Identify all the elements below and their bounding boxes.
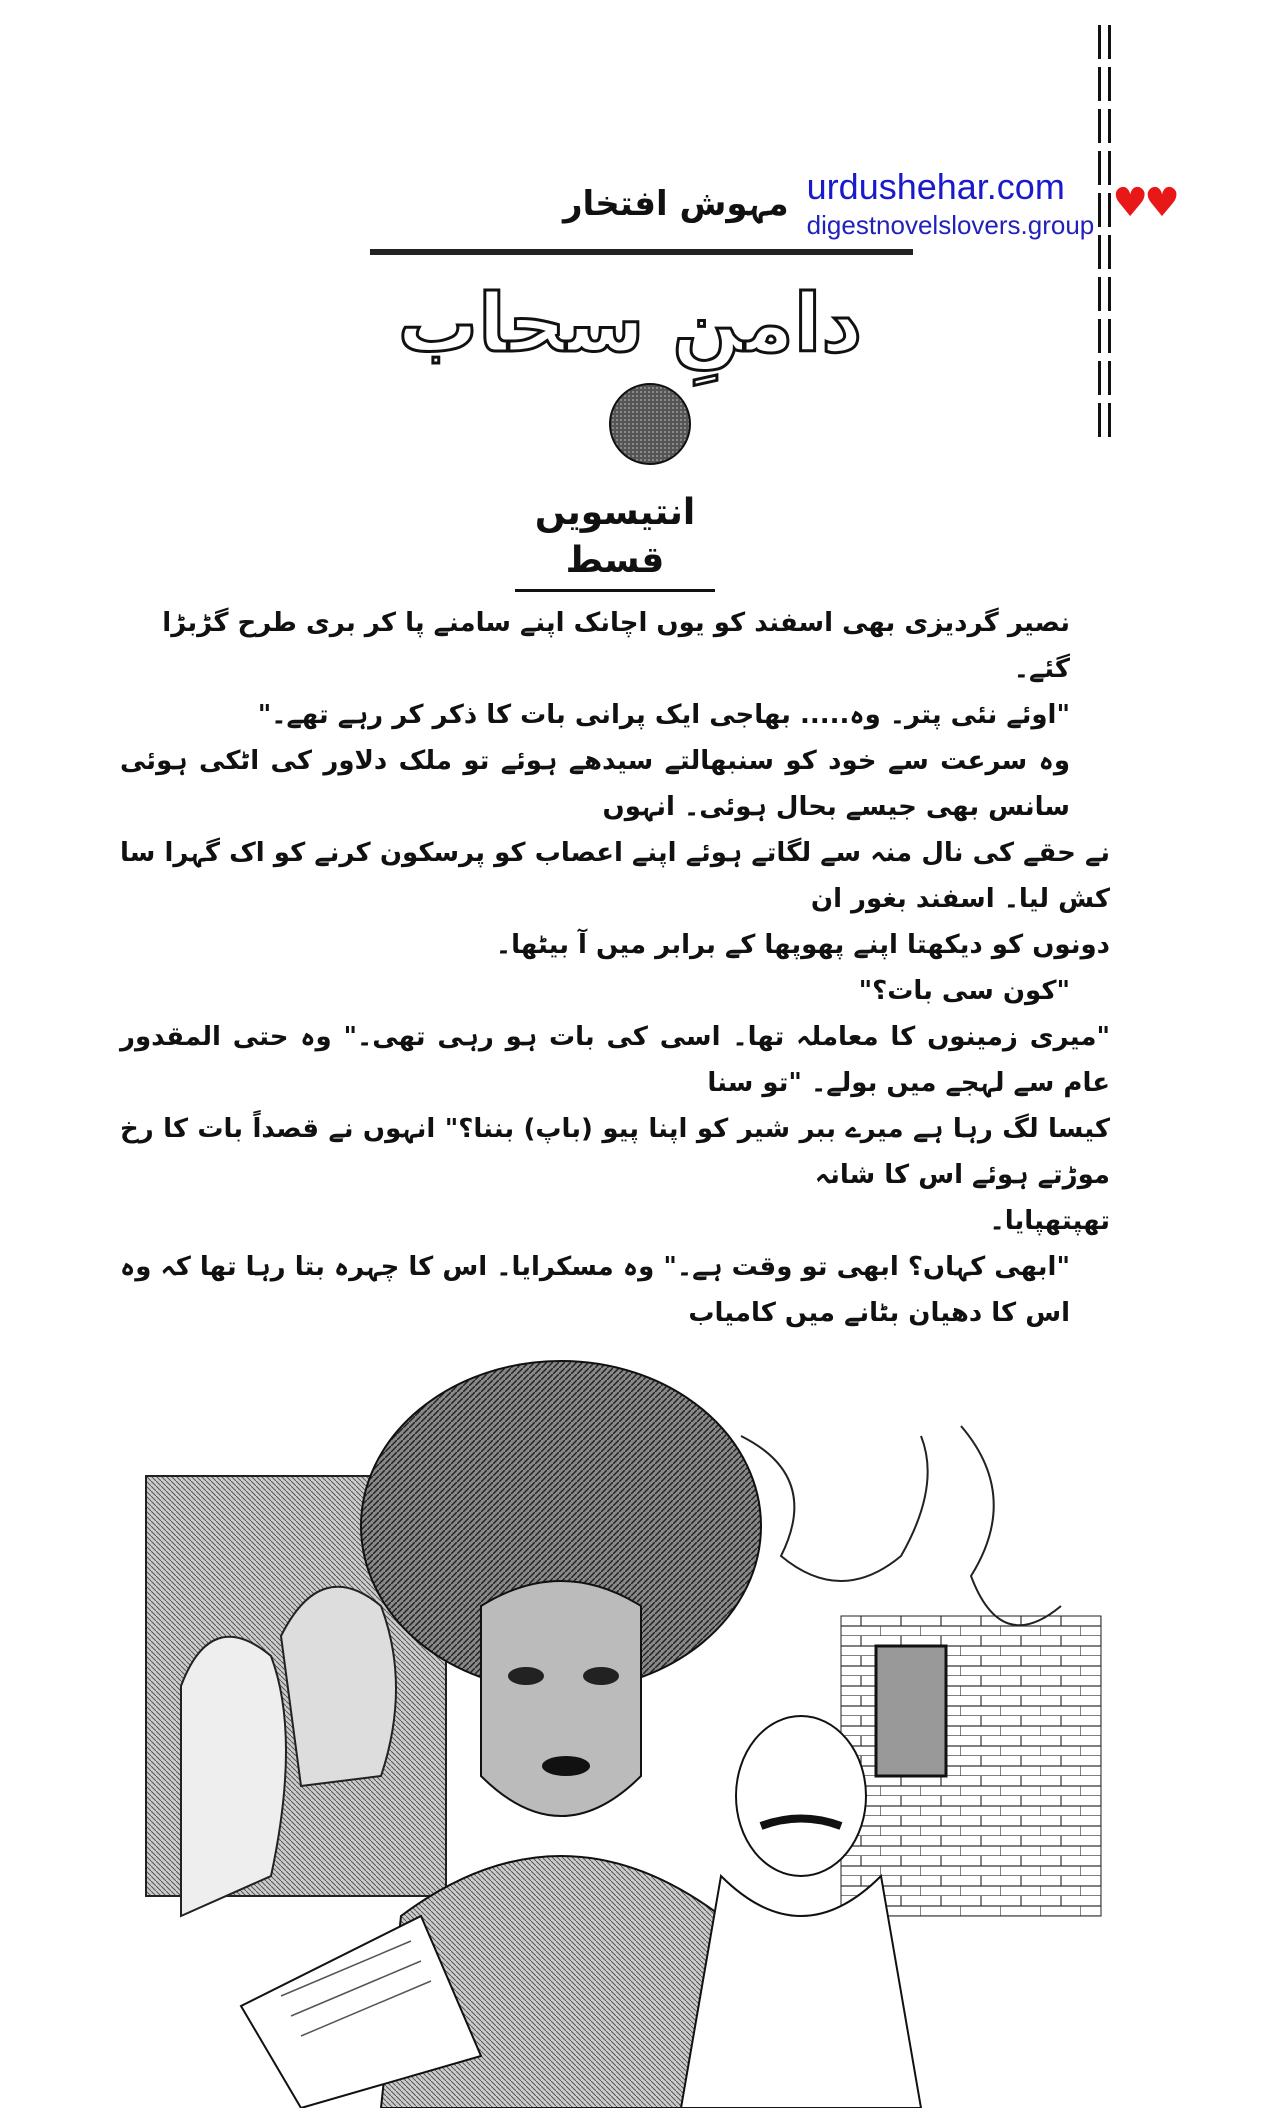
author-name: مہوش افتخار bbox=[562, 183, 789, 224]
border-dash-line bbox=[1108, 25, 1111, 440]
child-figure bbox=[181, 1637, 286, 1916]
paragraph-line: نصیر گردیزی بھی اسفند کو یوں اچانک اپنے سامنے پا کر بری طرح گڑبڑا گئے۔ bbox=[162, 608, 1070, 684]
header-divider bbox=[370, 249, 913, 255]
paragraph-line: کیسا لگ رہا ہے میرے ببر شیر کو اپنا پیو (باپ) بننا؟" انہوں نے قصداً بات کا رخ موڑتے ہوئے اس کا شانہ bbox=[120, 1114, 1110, 1190]
paragraph-line: "کون سی بات؟" bbox=[858, 976, 1070, 1006]
mother-figure bbox=[281, 1587, 396, 1786]
episode-heading: انتیسویں قسط bbox=[534, 492, 696, 581]
watermark-digest-group: digestnovelslovers.group bbox=[806, 210, 1095, 240]
story-illustration bbox=[121, 1356, 1131, 2108]
paragraph-line: "ابھی کہاں؟ ابھی تو وقت ہے۔" وہ مسکرایا۔ اس کا چہرہ بتا رہا تھا کہ وہ اس کا دھیان بٹانے میں کامیاب bbox=[120, 1252, 1070, 1328]
man-face bbox=[736, 1716, 866, 1876]
man-body bbox=[681, 1876, 921, 2108]
story-body bbox=[120, 600, 1110, 1336]
border-dash-line bbox=[1098, 25, 1101, 440]
watermark-stack bbox=[807, 165, 1095, 241]
window bbox=[876, 1646, 946, 1776]
header-row bbox=[0, 165, 1180, 241]
paragraph-line: "میری زمینوں کا معاملہ تھا۔ اسی کی بات ہو رہی تھی۔" وہ حتی المقدور عام سے لہجے میں بولے۔ "تو سنا bbox=[120, 1022, 1110, 1098]
paragraph-line: تھپتھپایا۔ bbox=[989, 1206, 1110, 1236]
page-header bbox=[0, 0, 1272, 255]
heading-underline bbox=[515, 589, 715, 592]
story-title-logo bbox=[380, 259, 880, 469]
paragraph-line: "اوئے نئی پتر۔ وہ..... بھاجی ایک پرانی بات کا ذکر کر رہے تھے۔" bbox=[257, 700, 1070, 730]
paragraph-line: دونوں کو دیکھتا اپنے پھوپھا کے برابر میں آ بیٹھا۔ bbox=[495, 930, 1110, 960]
woman-face bbox=[481, 1581, 641, 1816]
watermark-urdushehar: urdushehar.com bbox=[806, 166, 1065, 207]
paragraph-line: وہ سرعت سے خود کو سنبھالتے سیدھے ہوئے تو ملک دلاور کی اٹکی ہوئی سانس بھی جیسے بحال ہوئی۔ انہوں bbox=[120, 746, 1070, 822]
heart-icon: ♥♥ bbox=[1112, 180, 1176, 226]
story-title: دامنِ سحاب bbox=[397, 277, 863, 370]
paragraph-line: نے حقے کی نال منہ سے لگاتے ہوئے اپنے اعصاب کو پرسکون کرنے کو اک گہرا سا کش لیا۔ اسفند بغور ان bbox=[120, 838, 1110, 914]
